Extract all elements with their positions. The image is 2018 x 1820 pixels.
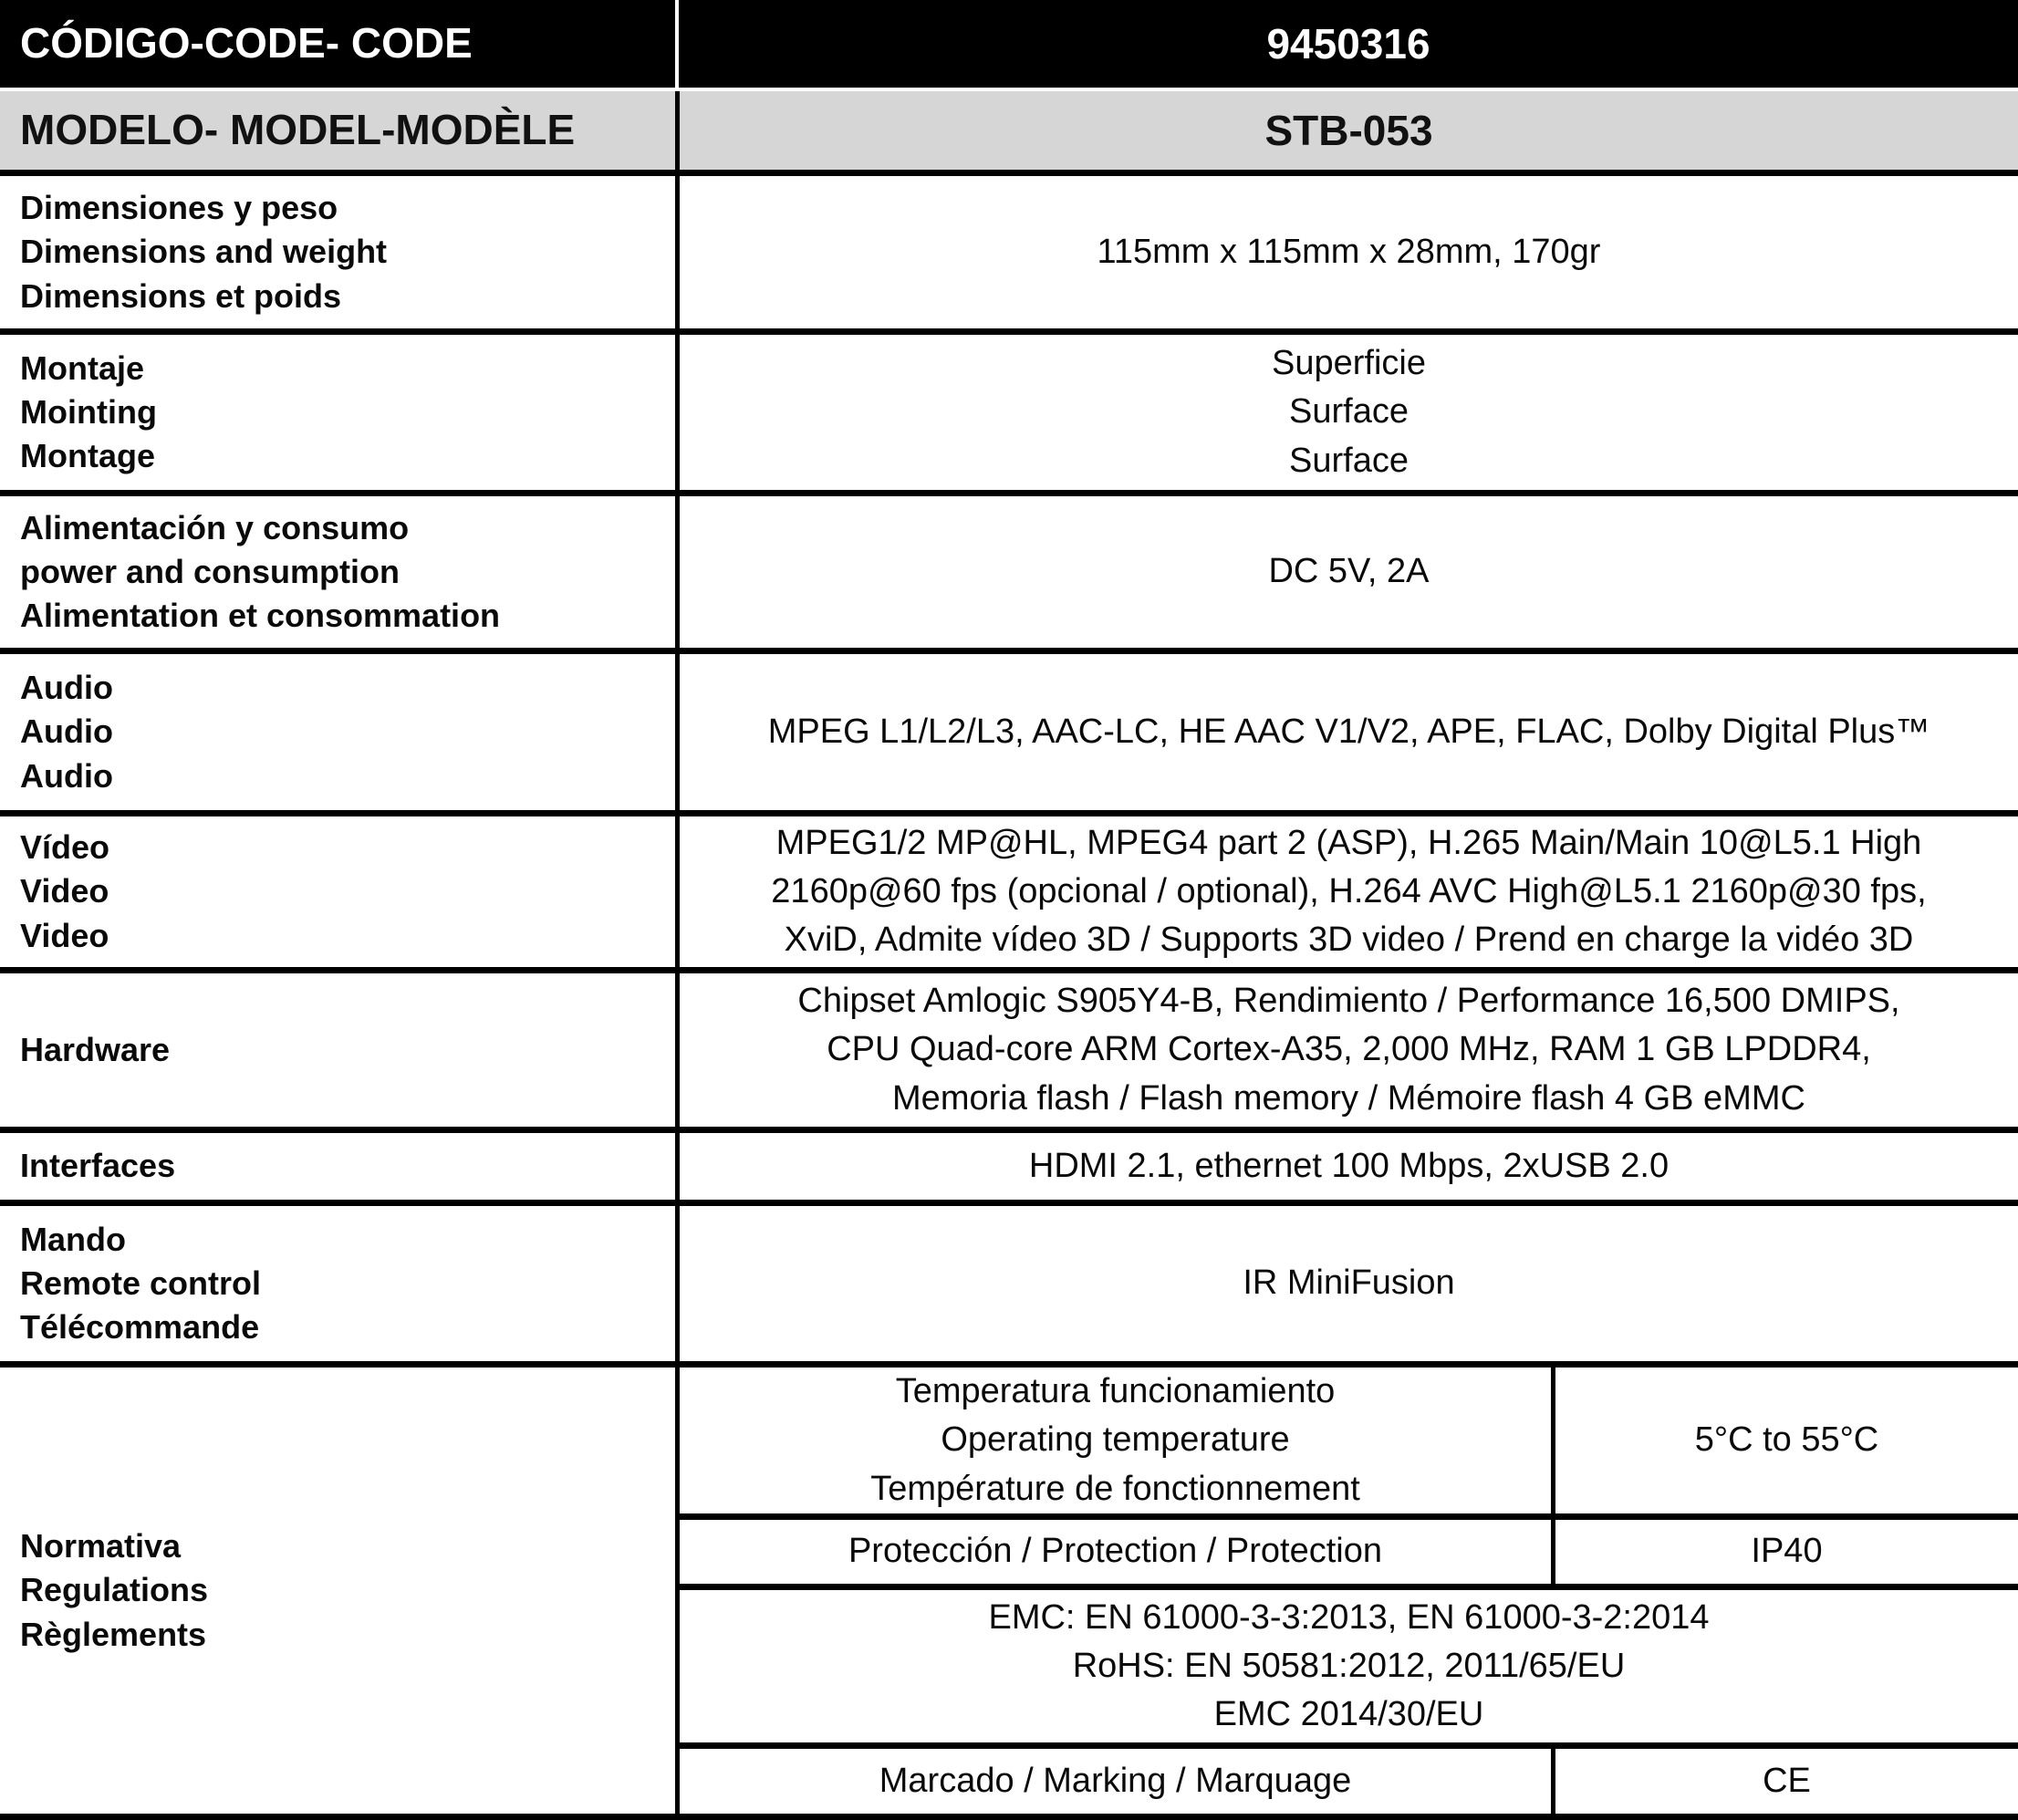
row-mounting (0, 328, 2018, 490)
model-value: STB-053 (675, 91, 2018, 170)
regulations-nested-table (675, 1368, 2018, 1814)
row-hardware (0, 967, 2018, 1127)
row-protection (680, 1513, 2018, 1584)
row-video (0, 810, 2018, 967)
video-label: Vídeo Video Video (20, 828, 110, 954)
remote-control-value: IR MiniFusion (675, 1206, 2018, 1361)
protection-value: IP40 (1551, 1520, 2018, 1584)
row-audio (0, 648, 2018, 810)
dimensions-value: 115mm x 115mm x 28mm, 170gr (675, 176, 2018, 328)
code-value: 9450316 (675, 0, 2018, 88)
protection-label: Protección / Protection / Protection (848, 1532, 1383, 1571)
row-regulations (0, 1361, 2018, 1814)
code-label: CÓDIGO-CODE- CODE (20, 19, 473, 68)
row-emc-rohs (680, 1584, 2018, 1742)
dimensions-label: Dimensiones y peso Dimensions and weight Dimensions et poids (20, 189, 388, 315)
video-value: MPEG1/2 MP@HL, MPEG4 part 2 (ASP), H.265 Main/Main 10@L5.1 High 2160p@60 fps (opcional / optional), H.264 AVC High@L5.1 2160p@30 fps, XviD, Admite vídeo 3D / Supports 3D video / Prend en charge la vidéo 3D (675, 816, 2018, 967)
row-interfaces (0, 1127, 2018, 1200)
model-label: MODELO- MODEL-MODÈLE (20, 106, 576, 154)
mounting-label: Montaje Mointing Montage (20, 348, 157, 475)
row-code (0, 0, 2018, 88)
hardware-value: Chipset Amlogic S905Y4-B, Rendimiento / Performance 16,500 DMIPS, CPU Quad-core ARM Cortex-A35, 2,000 MHz, RAM 1 GB LPDDR4, Memoria flash / Flash memory / Mémoire flash 4 GB eMMC (675, 973, 2018, 1127)
row-dimensions (0, 170, 2018, 328)
power-label: Alimentación y consumo power and consumption Alimentation et consommation (20, 508, 501, 635)
row-remote-control (0, 1200, 2018, 1361)
marking-label: Marcado / Marking / Marquage (879, 1761, 1352, 1800)
power-value: DC 5V, 2A (675, 496, 2018, 648)
row-power (0, 490, 2018, 648)
regulations-label: Normativa Regulations Règlements (20, 1527, 209, 1653)
mounting-value: Superficie Surface Surface (675, 335, 2018, 490)
row-marking (680, 1742, 2018, 1814)
remote-control-label: Mando Remote control Télécommande (20, 1220, 262, 1347)
marking-value: CE (1551, 1749, 2018, 1814)
row-operating-temperature (680, 1368, 2018, 1513)
operating-temperature-value: 5°C to 55°C (1551, 1368, 2018, 1513)
row-model (0, 88, 2018, 170)
hardware-label: Hardware (20, 1030, 171, 1068)
audio-label: Audio Audio Audio (20, 669, 113, 795)
audio-value: MPEG L1/L2/L3, AAC-LC, HE AAC V1/V2, APE, FLAC, Dolby Digital Plus™ (675, 654, 2018, 810)
interfaces-value: HDMI 2.1, ethernet 100 Mbps, 2xUSB 2.0 (675, 1133, 2018, 1200)
emc-rohs-text: EMC: EN 61000-3-3:2013, EN 61000-3-2:2014 RoHS: EN 50581:2012, 2011/65/EU EMC 2014/30/EU (988, 1597, 1710, 1734)
interfaces-label: Interfaces (20, 1147, 176, 1185)
operating-temperature-label: Temperatura funcionamiento Operating temperature Température de fonctionnement (870, 1372, 1360, 1508)
